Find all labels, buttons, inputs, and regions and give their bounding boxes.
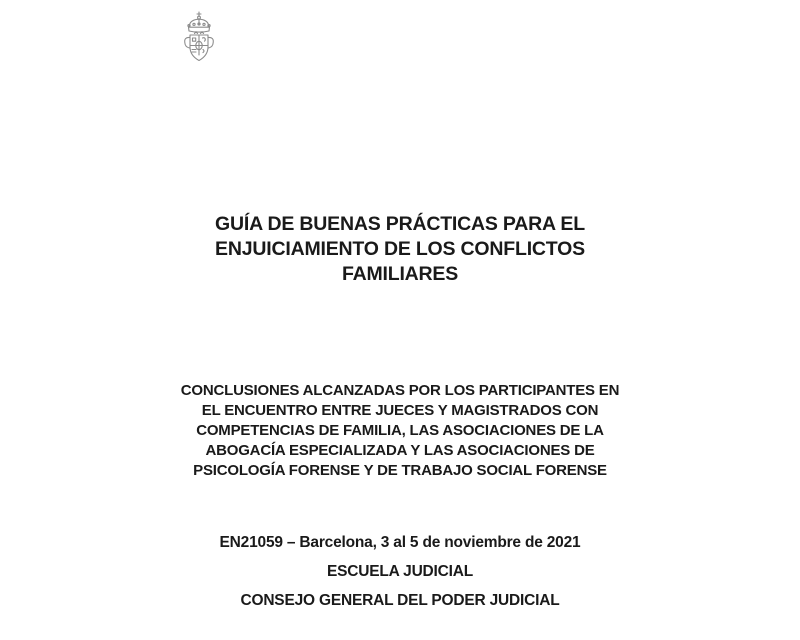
consejo-general-line: CONSEJO GENERAL DEL PODER JUDICIAL xyxy=(240,592,560,609)
escuela-judicial-line: ESCUELA JUDICIAL xyxy=(326,563,474,580)
document-subtitle-line: EL ENCUENTRO ENTRE JUECES Y MAGISTRADOS CON xyxy=(201,402,599,419)
document-title-line: FAMILIARES xyxy=(341,263,459,285)
coat-of-arms-emblem xyxy=(176,11,222,63)
document-subtitle-line: COMPETENCIAS DE FAMILIA, LAS ASOCIACIONES DE LA xyxy=(196,422,604,439)
coat-of-arms-icon xyxy=(176,11,222,63)
document-subtitle-line: ABOGACÍA ESPECIALIZADA Y LAS ASOCIACIONES DE xyxy=(205,442,595,459)
event-reference-line: EN21059 – Barcelona, 3 al 5 de noviembre de 2021 xyxy=(219,534,581,551)
document-title xyxy=(0,212,800,287)
document-subtitle-line: PSICOLOGÍA FORENSE Y DE TRABAJO SOCIAL FORENSE xyxy=(193,462,607,479)
document-title-line: GUÍA DE BUENAS PRÁCTICAS PARA EL xyxy=(215,213,585,235)
document-subtitle-line: CONCLUSIONES ALCANZADAS POR LOS PARTICIPANTES EN xyxy=(180,382,620,399)
document-title-line: ENJUICIAMIENTO DE LOS CONFLICTOS xyxy=(215,238,585,260)
document-subtitle xyxy=(0,381,800,481)
